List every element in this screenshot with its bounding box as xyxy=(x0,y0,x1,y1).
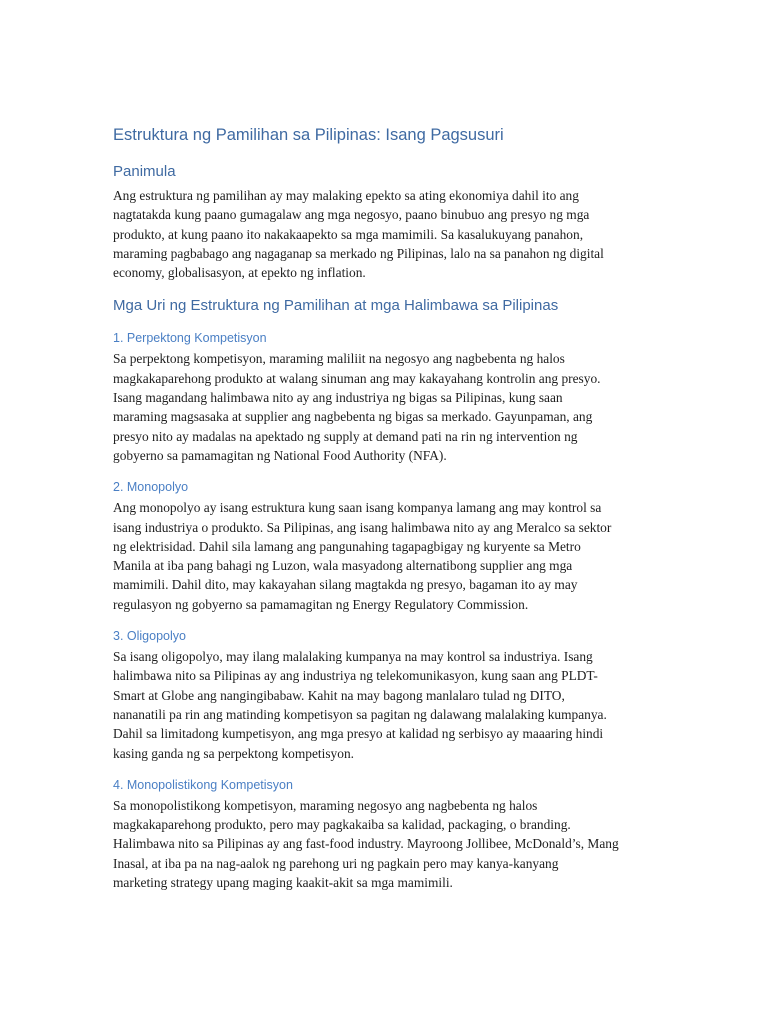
paragraph-line: magkakaparehong produkto at walang sinuman ang may kakayahang kontrolin ang presyo. xyxy=(113,370,601,386)
paragraph-line: regulasyon ng gobyerno sa pamamagitan ng Energy Regulatory Commission. xyxy=(113,596,529,612)
paragraph-line: Dahil sa limitadong kumpetisyon, ang mga presyo at kalidad ng serbisyo ay maaaring hindi xyxy=(113,726,604,742)
paragraph-line: isang industriya o produkto. Sa Pilipinas, ang isang halimbawa nito ay ang Meralco sa sektor xyxy=(113,519,612,535)
paragraph-line: ng elektrisidad. Dahil sila lamang ang pangunahing tagapagbigay ng kuryente sa Metro xyxy=(113,538,581,554)
paragraph-line: Sa isang oligopolyo, may ilang malalaking kumpanya na may kontrol sa industriya. Isang xyxy=(113,649,593,665)
paragraph-line: marketing strategy upang maging kaakit-akit sa mga mamimili. xyxy=(113,875,453,891)
subsection-heading-oligopolyo: 3. Oligopolyo xyxy=(113,629,186,644)
paragraph-line: magkakaparehong produkto, pero may pagkakaiba sa kalidad, packaging, o branding. xyxy=(113,817,571,833)
paragraph-line: nagtatakda kung paano gumagalaw ang mga negosyo, paano binubuo ang presyo ng mga xyxy=(113,207,590,223)
paragraph-line: produkto, at kung paano ito nakakaapekto sa mga mamimili. Sa kasalukuyang panahon, xyxy=(113,226,584,242)
subsection-paragraph-monopolyo xyxy=(113,498,658,614)
section-heading: Mga Uri ng Estruktura ng Pamilihan at mga Halimbawa sa Pilipinas xyxy=(113,297,559,315)
paragraph-line: Isang magandang halimbawa nito ay ang industriya ng bigas sa Pilipinas, kung saan xyxy=(113,390,563,406)
intro-heading: Panimula xyxy=(113,163,176,180)
paragraph-line: halimbawa nito sa Pilipinas ay ang industriya ng telekomunikasyon, kung saan ang PLDT- xyxy=(113,668,598,684)
paragraph-line: maraming magsasaka at supplier ang nagbebenta ng bigas sa merkado. Gayunpaman, ang xyxy=(113,409,593,425)
subsection-paragraph-oligopolyo xyxy=(113,647,658,763)
subsection-heading-monopolyo: 2. Monopolyo xyxy=(113,480,189,495)
subsection-paragraph-monopolistikong-kompetisyon xyxy=(113,796,658,892)
document-body xyxy=(113,124,658,906)
intro-paragraph xyxy=(113,186,658,282)
paragraph-line: kasing ganda ng sa perpektong kompetisyon. xyxy=(113,745,354,761)
paragraph-line: gobyerno sa pamamagitan ng National Food Authority (NFA). xyxy=(113,447,447,463)
paragraph-line: Sa monopolistikong kompetisyon, maraming negosyo ang nagbebenta ng halos xyxy=(113,797,538,813)
paragraph-line: Manila at iba pang bahagi ng Luzon, wala masyadong alternatibong supplier ang mga xyxy=(113,558,573,574)
document-title: Estruktura ng Pamilihan sa Pilipinas: Isang Pagsusuri xyxy=(113,126,504,144)
subsection-paragraph-perpektong-kompetisyon xyxy=(113,349,658,465)
paragraph-line: Ang estruktura ng pamilihan ay may malaking epekto sa ating ekonomiya dahil ito ang xyxy=(113,188,579,203)
subsection-heading-perpektong-kompetisyon: 1. Perpektong Kompetisyon xyxy=(113,331,267,346)
paragraph-line: Ang monopolyo ay isang estruktura kung saan isang kompanya lamang ang may kontrol sa xyxy=(113,500,602,516)
paragraph-line: Smart at Globe ang nangingibabaw. Kahit na may bagong manlalaro tulad ng DITO, xyxy=(113,687,565,703)
paragraph-line: mamimili. Dahil dito, may kakayahan silang magtakda ng presyo, bagaman ito ay may xyxy=(113,577,578,593)
paragraph-line: maraming pagbabago ang nagaganap sa merkado ng Pilipinas, lalo na sa panahon ng digital xyxy=(113,245,604,261)
paragraph-line: Sa perpektong kompetisyon, maraming maliliit na negosyo ang nagbebenta ng halos xyxy=(113,351,565,367)
subsection-heading-monopolistikong-kompetisyon: 4. Monopolistikong Kompetisyon xyxy=(113,777,293,792)
paragraph-line: economy, globalisasyon, at epekto ng inflation. xyxy=(113,265,366,281)
paragraph-line: Inasal, at iba pa na nag-aalok ng parehong uri ng pagkain pero may kanya-kanyang xyxy=(113,855,559,871)
paragraph-line: Halimbawa nito sa Pilipinas ay ang fast-food industry. Mayroong Jollibee, McDonald’s, Mang xyxy=(113,836,619,852)
paragraph-line: nananatili pa rin ang matinding kompetisyon sa pagitan ng dalawang malalaking kumpanya. xyxy=(113,706,607,722)
paragraph-line: presyo nito ay madalas na apektado ng supply at demand pati na rin ng intervention ng xyxy=(113,428,578,444)
